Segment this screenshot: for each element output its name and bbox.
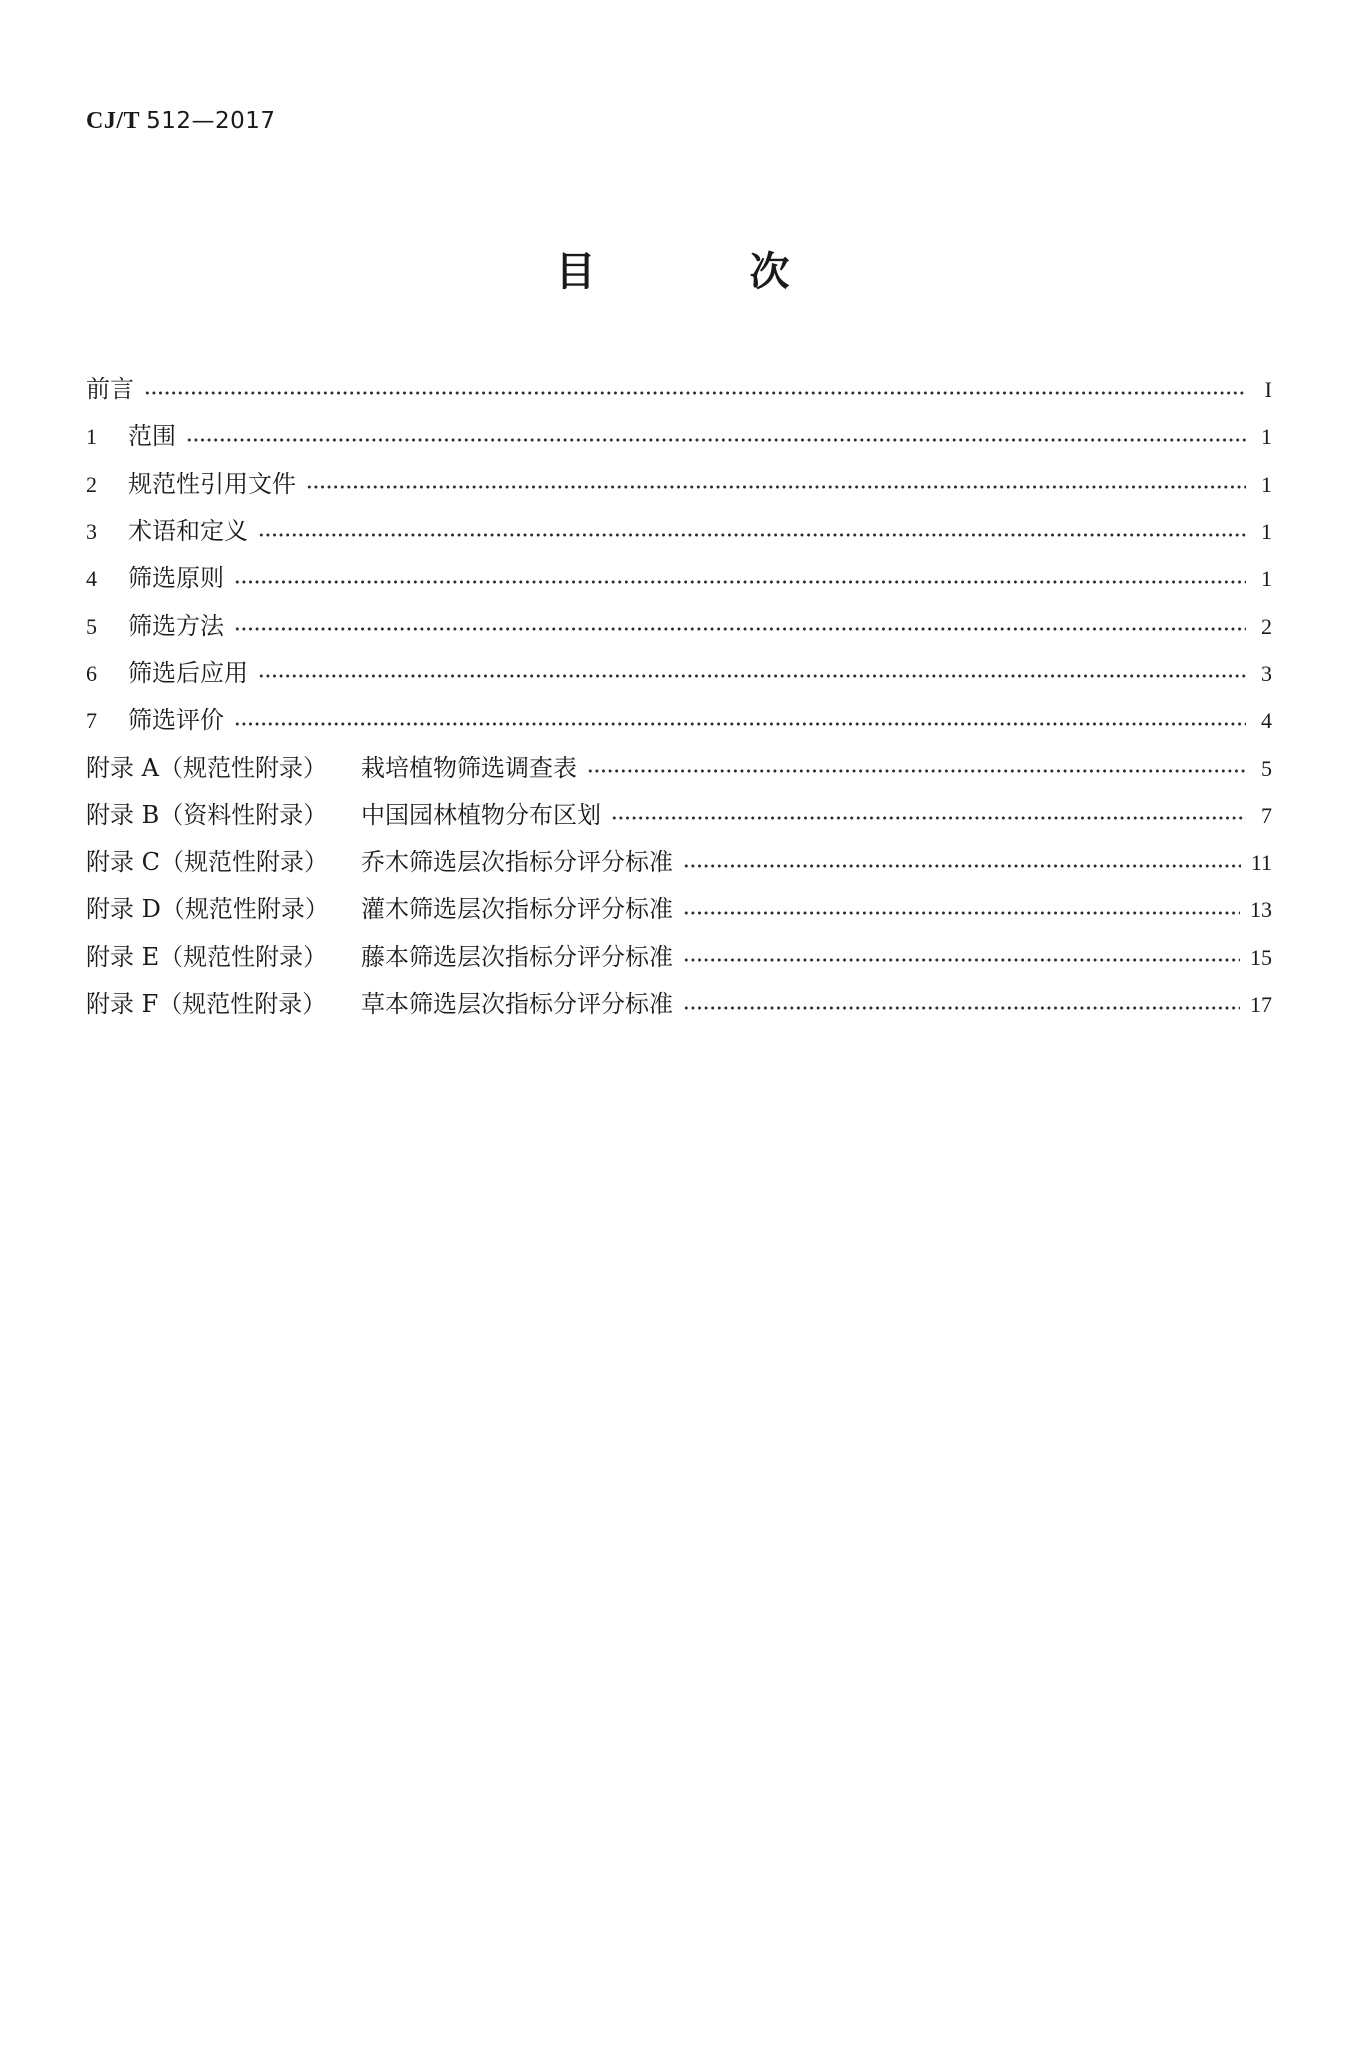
toc-leader-dots (683, 911, 1240, 915)
toc-page-number: 1 (1261, 566, 1272, 592)
appendix-title: 中国园林植物分布区划 (361, 800, 601, 829)
table-of-contents (86, 366, 1272, 1028)
toc-entry-number: 1 (86, 424, 97, 450)
appendix-prefix: 附录 F（规范性附录） (86, 990, 327, 1018)
toc-entry-appendix-a[interactable] (86, 744, 1272, 791)
standard-code-prefix: CJ/T (86, 108, 147, 134)
toc-page-number: 11 (1250, 850, 1272, 876)
toc-entry-label (86, 745, 587, 792)
toc-page-number: 1 (1261, 471, 1272, 497)
toc-page-number: 4 (1261, 708, 1272, 734)
appendix-title: 藤本筛选层次指标分评分标准 (361, 942, 673, 971)
appendix-prefix: 附录 B（资料性附录） (86, 800, 328, 829)
toc-entry-appendix-c[interactable] (86, 839, 1272, 886)
toc-leader-dots (611, 816, 1246, 820)
toc-leader-dots (587, 769, 1246, 773)
toc-entry-appendix-e[interactable] (86, 934, 1272, 981)
page-title: 目 次 (555, 249, 860, 295)
appendix-prefix: 附录 C（规范性附录） (86, 848, 328, 877)
toc-entry-1[interactable] (86, 413, 1272, 460)
appendix-prefix: 附录 E（规范性附录） (86, 942, 328, 971)
toc-leader-dots (234, 627, 1246, 631)
toc-entry-appendix-b[interactable] (86, 792, 1272, 839)
toc-entry-appendix-f[interactable] (86, 981, 1272, 1028)
toc-entry-6[interactable] (86, 650, 1272, 697)
toc-entry-label (86, 886, 683, 933)
standard-code (86, 108, 276, 135)
toc-entry-number: 3 (86, 519, 97, 545)
toc-page-number: 1 (1261, 519, 1272, 545)
toc-entry-number: 7 (86, 708, 97, 734)
appendix-prefix: 附录 A（规范性附录） (86, 753, 327, 782)
toc-leader-dots (683, 958, 1240, 962)
toc-page-number: 1 (1261, 424, 1272, 450)
toc-entry-label: 规范性引用文件 (128, 469, 296, 498)
toc-leader-dots (683, 1006, 1240, 1010)
appendix-title: 灌木筛选层次指标分评分标准 (361, 895, 673, 924)
appendix-title: 草本筛选层次指标分评分标准 (361, 990, 673, 1018)
toc-entry-label: 术语和定义 (128, 517, 248, 546)
toc-leader-dots (306, 485, 1246, 489)
toc-page-number: 3 (1261, 660, 1272, 686)
toc-entry-label (86, 839, 683, 886)
toc-page-number: 15 (1250, 944, 1272, 970)
appendix-title: 栽培植物筛选调查表 (361, 753, 577, 782)
toc-entry-7[interactable] (86, 697, 1272, 744)
toc-entry-label (86, 934, 683, 981)
toc-entry-label: 范围 (128, 422, 176, 451)
toc-page-number: 5 (1261, 755, 1272, 781)
toc-entry-number: 6 (86, 660, 97, 686)
toc-leader-dots (186, 438, 1246, 442)
toc-page-number: 17 (1250, 992, 1272, 1017)
toc-entry-label: 筛选评价 (128, 706, 224, 735)
toc-entry-label (86, 792, 611, 839)
toc-entry-appendix-d[interactable] (86, 886, 1272, 933)
toc-entry-number: 2 (86, 471, 97, 497)
toc-entry-5[interactable] (86, 602, 1272, 649)
toc-leader-dots (258, 533, 1246, 537)
toc-entry-foreword[interactable] (86, 366, 1272, 413)
appendix-title: 乔木筛选层次指标分评分标准 (361, 848, 673, 877)
toc-page-number: 2 (1261, 613, 1272, 639)
toc-entry-2[interactable] (86, 461, 1272, 508)
toc-entry-4[interactable] (86, 555, 1272, 602)
toc-entry-number: 4 (86, 566, 97, 592)
toc-leader-dots (234, 580, 1246, 584)
toc-page-number: 7 (1261, 802, 1272, 828)
toc-page-number: 13 (1250, 897, 1272, 923)
toc-entry-label: 筛选后应用 (128, 658, 248, 687)
toc-leader-dots (258, 674, 1246, 678)
toc-entry-label: 筛选方法 (128, 611, 224, 640)
toc-entry-label (86, 981, 683, 1028)
toc-entry-label: 前言 (86, 375, 134, 404)
toc-page-number: I (1264, 377, 1272, 403)
standard-code-number: 512—2017 (146, 108, 276, 134)
toc-entry-3[interactable] (86, 508, 1272, 555)
toc-entry-number: 5 (86, 613, 97, 639)
toc-leader-dots (683, 864, 1241, 868)
toc-leader-dots (234, 722, 1246, 726)
appendix-prefix: 附录 D（规范性附录） (86, 895, 329, 924)
toc-entry-label: 筛选原则 (128, 564, 224, 593)
toc-leader-dots (144, 391, 1246, 395)
